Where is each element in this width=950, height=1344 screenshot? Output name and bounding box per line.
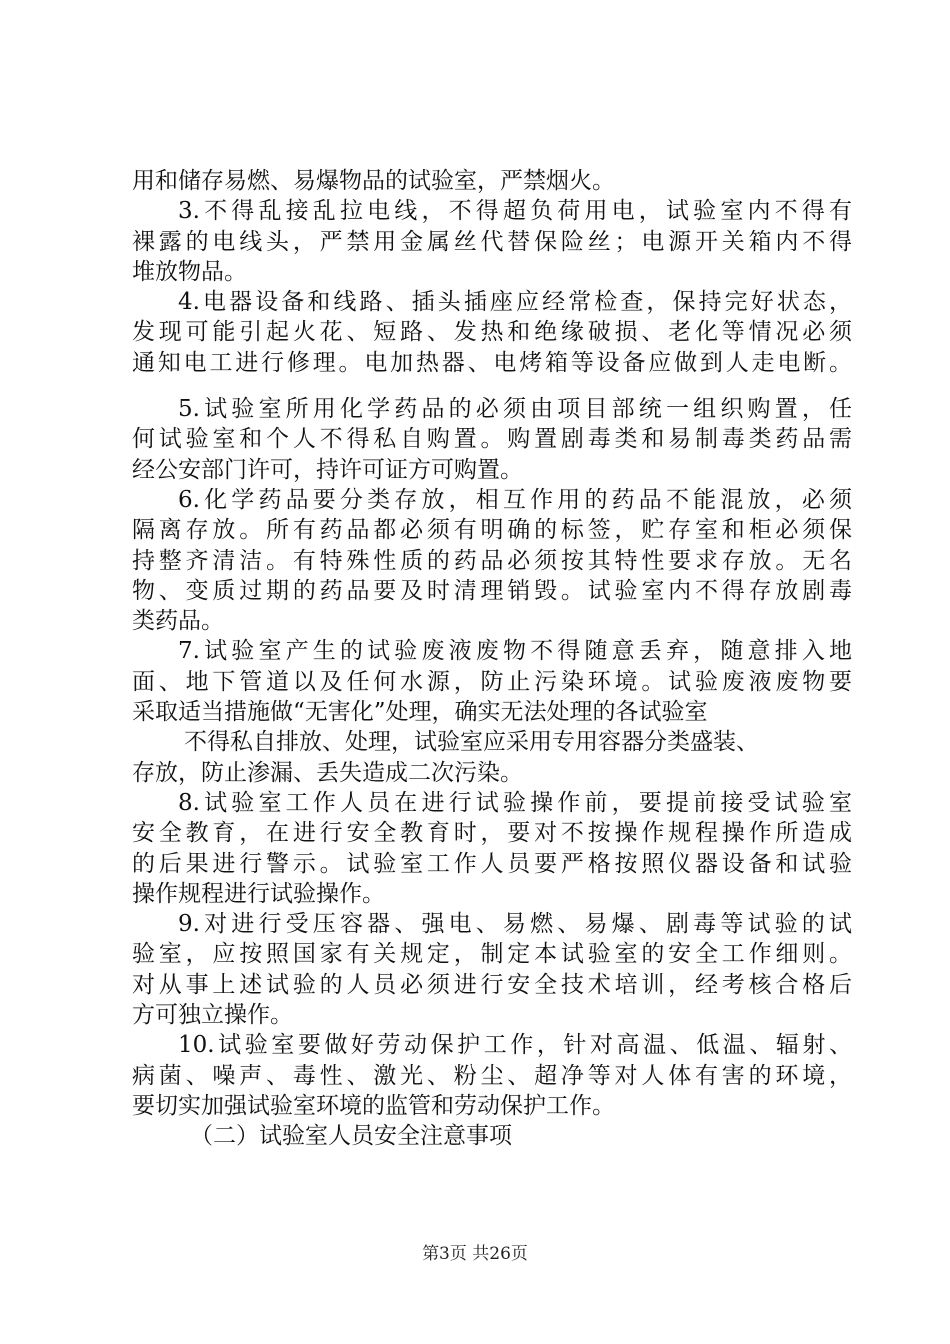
text-line: 发现可能引起火花、短路、发热和绝缘破损、老化等情况必须 xyxy=(132,319,852,346)
page-number: 第3页 共26页 xyxy=(422,1244,528,1264)
text-line: 病菌、噪声、毒性、激光、粉尘、超净等对人体有害的环境， xyxy=(132,1062,852,1089)
text-line: 安全教育，在进行安全教育时，要对不按操作规程操作所造成 xyxy=(132,820,852,847)
document-body xyxy=(132,166,852,1152)
text-line: 的后果进行警示。试验室工作人员要严格按照仪器设备和试验 xyxy=(132,850,852,877)
text-line: 堆放物品。 xyxy=(132,258,247,285)
text-line: 要切实加强试验室环境的监管和劳动保护工作。 xyxy=(132,1092,615,1119)
text-line: 4.电器设备和线路、插头插座应经常检查，保持完好状态， xyxy=(178,289,852,316)
text-line: 8.试验室工作人员在进行试验操作前，要提前接受试验室 xyxy=(178,789,852,816)
text-line: 裸露的电线头，严禁用金属丝代替保险丝；电源开关箱内不得 xyxy=(132,228,852,255)
text-line: 10.试验室要做好劳动保护工作，针对高温、低温、辐射、 xyxy=(178,1032,852,1059)
text-line: 操作规程进行试验操作。 xyxy=(132,880,385,907)
text-line: 9.对进行受压容器、强电、易燃、易爆、剧毒等试验的试 xyxy=(178,911,852,938)
text-line: 3.不得乱接乱拉电线，不得超负荷用电，试验室内不得有 xyxy=(178,198,852,225)
text-line: 对从事上述试验的人员必须进行安全技术培训，经考核合格后 xyxy=(132,971,852,998)
text-line: 通知电工进行修理。电加热器、电烤箱等设备应做到人走电断。 xyxy=(132,349,852,376)
text-line: 类药品。 xyxy=(132,608,224,635)
text-line: 持整齐清洁。有特殊性质的药品必须按其特性要求存放。无名 xyxy=(132,547,852,574)
text-line: 存放，防止渗漏、丢失造成二次污染。 xyxy=(132,759,523,786)
text-line: 何试验室和个人不得私自购置。购置剧毒类和易制毒类药品需 xyxy=(132,426,852,453)
text-line: 6.化学药品要分类存放，相互作用的药品不能混放，必须 xyxy=(178,486,852,513)
text-line: 用和储存易燃、易爆物品的试验室，严禁烟火。 xyxy=(132,168,615,194)
text-line: 隔离存放。所有药品都必须有明确的标签，贮存室和柜必须保 xyxy=(132,517,852,544)
text-line: 采取适当措施做“无害化”处理，确实无法处理的各试验室 xyxy=(132,699,708,726)
text-line: 物、变质过期的药品要及时清理销毁。试验室内不得存放剧毒 xyxy=(132,577,852,604)
text-line: 7.试验室产生的试验废液废物不得随意丢弃，随意排入地 xyxy=(178,638,852,665)
text-line: 面、地下管道以及任何水源，防止污染环境。试验废液废物要 xyxy=(132,668,852,695)
section-heading: （二）试验室人员安全注意事项 xyxy=(190,1123,512,1150)
text-line: 方可独立操作。 xyxy=(132,1002,293,1029)
text-line: 5.试验室所用化学药品的必须由项目部统一组织购置，任 xyxy=(178,396,852,423)
text-line: 验室，应按照国家有关规定，制定本试验室的安全工作细则。 xyxy=(132,941,852,968)
paragraph-gap xyxy=(132,378,852,394)
text-line: 不得私自排放、处理，试验室应采用专用容器分类盛装、 xyxy=(184,729,759,756)
text-line: 经公安部门许可，持许可证方可购置。 xyxy=(132,456,523,483)
